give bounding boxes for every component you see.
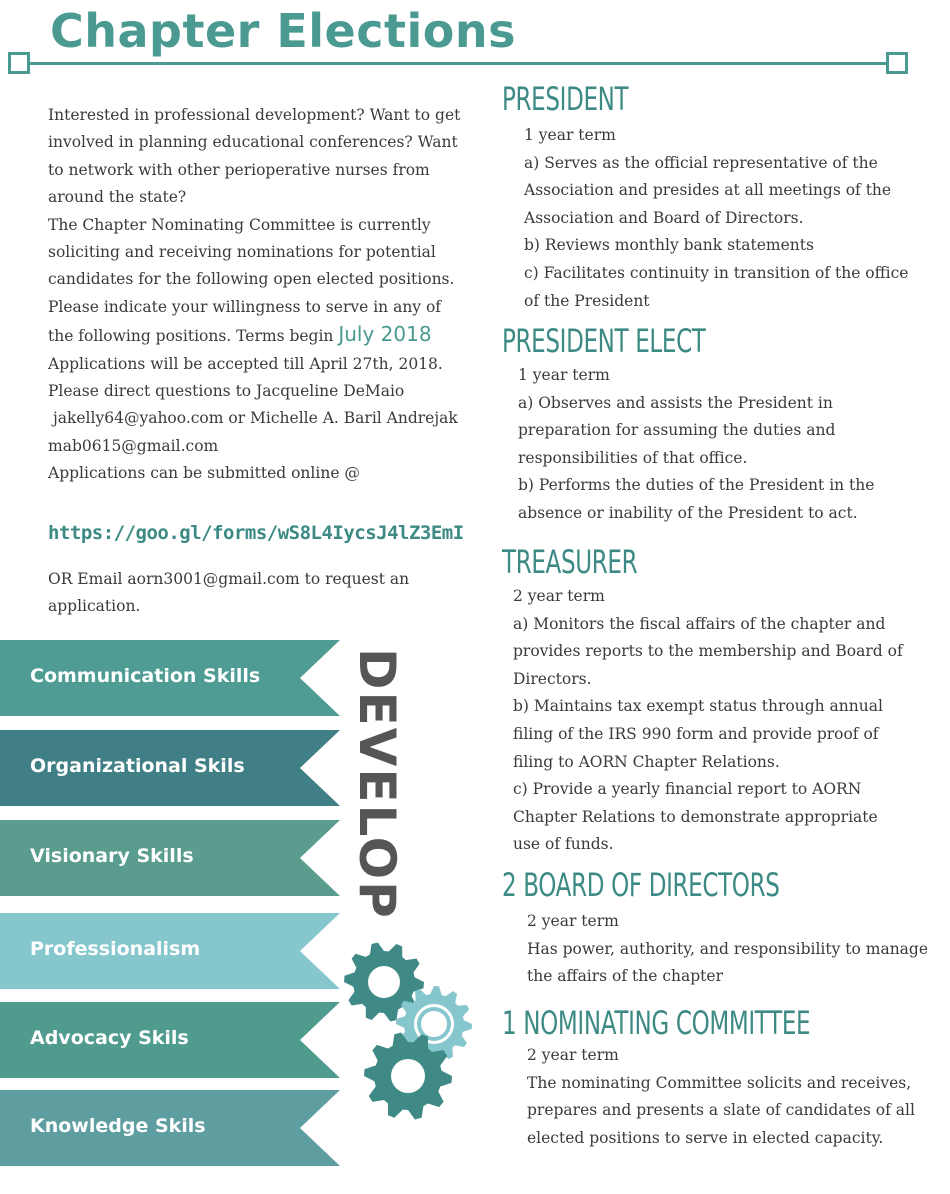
terms-begin-date: July 2018 [338,322,432,347]
skill-label: Professionalism [30,938,201,960]
position-treasurer [502,543,922,859]
title-rule [20,62,898,65]
position-president [502,80,922,315]
gears-graphic [340,938,480,1128]
term-length: 1 year term [518,366,610,384]
position-body [527,908,937,991]
duty-item: c) Facilitates continuity in transition of the office of the President [524,263,909,310]
intro-text [48,102,468,488]
position-body [513,583,908,859]
position-board-of-directors [502,866,942,991]
page-title: Chapter Elections [50,4,517,58]
skill-label: Organizational Skils [30,755,245,777]
terms-text: Please indicate your willingness to serve in any of the following positions. Terms begin [48,297,442,346]
intro-paragraph: Applications can be submitted online @ [48,464,360,483]
intro-paragraph: Please direct questions to Jacqueline DeMaio [48,382,405,401]
skill-ribbons [0,638,360,1178]
rule-left-square [8,52,30,74]
term-length: 2 year term [527,912,619,930]
intro-paragraph [48,294,468,351]
outro-text [48,566,468,621]
duty-item: Has power, authority, and responsibility to manage the affairs of the chapter [527,939,929,986]
duty-item: a) Monitors the fiscal affairs of the chapter and provides reports to the membership and Board of Directors. [513,614,903,688]
duty-item: The nominating Committee solicits and receives, prepares and presents a slate of candidates of all elected positions to serve in elected capacity. [527,1073,915,1147]
skill-label: Knowledge Skils [30,1115,206,1137]
intro-paragraph: Interested in professional development? Want to get involved in planning educational conferences? Want to network with other perioperative nurses from around the state? [48,106,461,207]
application-form-link[interactable]: https://goo.gl/forms/wS8L4IycsJ4lZ3EmI [48,522,464,544]
duty-item: b) Reviews monthly bank statements [524,236,814,255]
term-length: 1 year term [524,126,616,144]
skill-label: Visionary Skills [30,845,194,867]
contact-emails: jakelly64@yahoo.com or Michelle A. Baril Andrejak mab0615@gmail.com [48,409,463,455]
duty-item: a) Serves as the official representative of the Association and presides at all meetings of the Association and Board of Directors. [524,153,892,227]
position-title: PRESIDENT [502,80,629,118]
position-nominating-committee [502,1004,932,1152]
position-body [524,122,922,315]
skill-label: Advocacy Skils [30,1027,189,1049]
position-title: 1 NOMINATING COMMITTEE [502,1004,811,1042]
position-title: 2 BOARD OF DIRECTORS [502,866,780,904]
outro-paragraph: OR Email aorn3001@gmail.com to request an application. [48,570,410,616]
intro-paragraph: The Chapter Nominating Committee is currently soliciting and receiving nominations for potential candidates for the following open elected positions. [48,215,455,289]
position-body [527,1042,927,1152]
position-title: PRESIDENT ELECT [502,322,706,360]
position-body [518,362,878,528]
duty-item: a) Observes and assists the President in preparation for assuming the duties and responsibilities of that office. [518,393,836,467]
rule-right-square [886,52,908,74]
skill-label: Communication Skills [30,665,261,687]
term-length: 2 year term [527,1046,619,1064]
term-length: 2 year term [513,587,605,605]
duty-item: b) Performs the duties of the President in the absence or inability of the President to act. [518,476,875,522]
develop-vertical-text: DEVELOP [348,648,406,920]
position-title: TREASURER [502,543,638,581]
intro-paragraph: Applications will be accepted till April 27th, 2018. [48,354,443,373]
position-president-elect [502,322,922,528]
duty-item: c) Provide a yearly financial report to AORN Chapter Relations to demonstrate appropriate use of funds. [513,780,878,854]
duty-item: b) Maintains tax exempt status through annual filing of the IRS 990 form and provide proof of filing to AORN Chapter Relations. [513,697,883,771]
